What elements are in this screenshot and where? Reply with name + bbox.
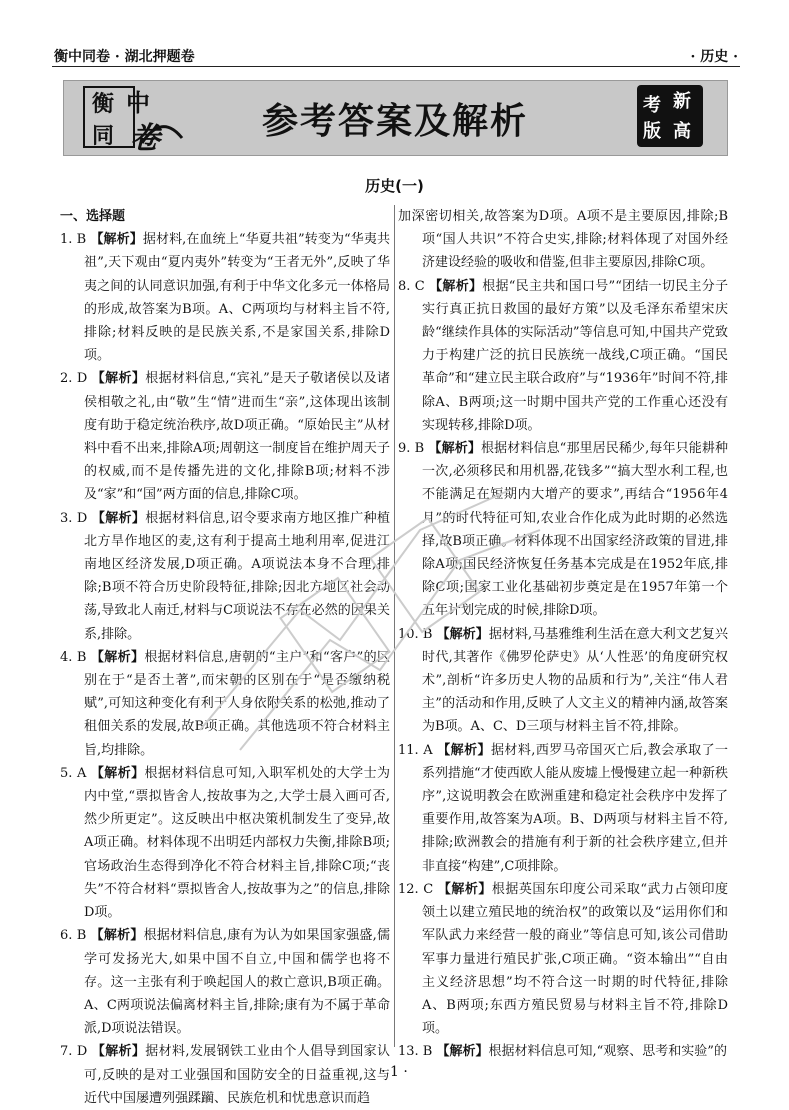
analysis-tag: 【解析】 — [428, 441, 481, 457]
analysis-tag: 【解析】 — [90, 928, 144, 944]
badge-char-2: 新 — [673, 91, 691, 112]
column-divider — [394, 205, 395, 1047]
analysis-tag: 【解析】 — [90, 232, 143, 248]
answer-item: 7. D 【解析】据材料,发展钢铁工业由个人倡导到国家认可,反映的是对工业强国和国防安全的日益重视,这与近代中国屡遭列强蹂躏、民族危机和忧患意识而趋 — [60, 1044, 390, 1106]
section-heading: 一、选择题 — [60, 209, 126, 224]
answer-item-continued: 加深密切相关,故答案为D项。A项不是主要原因,排除;B项“国人共识”不符合史实,排除;材料体现了对国外经济建设经验的吸收和借鉴,但非主要原因,排除C项。 — [398, 209, 728, 271]
analysis-tag: 【解析】 — [91, 510, 146, 526]
answer-item: 1. B 【解析】据材料,在血统上“华夏共祖”转变为“华夷共祖”,天下观由“夏内夷外”转变为“王者无外”,反映了华夷之间的认同意识加强,有利于中华文化多元一体格局的形成,故答案为B项。A、C两项均与材料主旨不符,排除;材料反映的是民族关系,不是家国关系,排除D项。 — [60, 232, 391, 364]
badge-char-4: 高 — [673, 121, 691, 142]
analysis-tag: 【解析】 — [91, 1044, 146, 1060]
header-right: · 历史 · — [690, 49, 738, 65]
answer-item: 11. A 【解析】据材料,西罗马帝国灭亡后,教会承取了一系列措施“才使西欧人能从废墟上慢慢建立起一种新秩序”,这说明教会在欧洲重建和稳定社会秩序中发挥了重要作用,故答案为A项。B、D两项与材料主旨不符,排除;欧洲教会的措施有利于新的社会秩序建立,但并非直接“构建”,C项排除。 — [398, 742, 728, 874]
answer-item: 12. C 【解析】根据英国东印度公司采取“武力占领印度领土以建立殖民地的统治权”的政策以及“运用你们和军队武力来经营一般的商业”等信息可知,该公司借助军事力量进行殖民扩张,C项正确。“资本输出”“自由主义经济思想”均不符合这一时期的时代特征,排除A、B两项;东西方殖民贸易与材料主旨不符,排除D项。 — [398, 881, 728, 1037]
logo-char-4: 卷 — [130, 121, 160, 156]
answer-item: 13. B 【解析】根据材料信息可知,“观察、思考和实验”的 — [398, 1044, 727, 1060]
title-banner — [63, 80, 728, 156]
analysis-tag: 【解析】 — [437, 742, 491, 758]
answer-item: 4. B 【解析】根据材料信息,唐朝的“主户”和“客户”的区别在于“是否土著”,而宋朝的区别在于“是否缴纳税赋”,可知这种变化有利于人身依附关系的松弛,推动了租佃关系的发展,故B项正确。其他选项不符合材料主旨,均排除。 — [60, 649, 390, 758]
answer-item: 5. A 【解析】根据材料信息可知,入职军机处的大学士为内中堂,“票拟皆舍人,按故事为之,大学士晨入画可否,然少所更定”。这反映出中枢决策机制发生了变异,故A项正确。材料体现不出明廷内部权力失衡,排除B项;官场政治生态得到净化不符合材料主旨,排除C项;“丧失”不符合材料“票拟皆舍人,按故事为之”的信息,排除D项。 — [60, 765, 390, 921]
answer-item: 3. D 【解析】根据材料信息,诏令要求南方地区推广种植北方旱作地区的麦,这有利于提高土地利用率,促进江南地区经济发展,D项正确。A项说法本身不合理,排除;B项不符合历史阶段特征,排除;因北方地区社会动荡,导致北人南迁,材料与C项说法不存在必然的因果关系,排除。 — [60, 510, 390, 642]
analysis-tag: 【解析】 — [91, 371, 146, 387]
header-left: 衡中同卷 · 湖北押题卷 — [54, 49, 195, 65]
page-title: 历史(一) — [365, 177, 424, 195]
analysis-tag: 【解析】 — [436, 1044, 489, 1060]
answer-item: 8. C 【解析】根据“民主共和国口号”“团结一切民主分子实行真正抗日救国的最好方策”以及毛泽东希望宋庆龄“继续作具体的实际活动”等信息可知,中国共产党致力于构建广泛的抗日民族统一战线,C项正确。“国民革命”和“建立民主联合政府”与“1936年”时间不符,排除A、B两项;这一时期中国共产党的工作重心还没有实现转移,排除D项。 — [398, 278, 728, 433]
analysis-tag: 【解析】 — [90, 765, 145, 781]
analysis-tag: 【解析】 — [90, 649, 145, 665]
badge-char-3: 版 — [643, 121, 661, 142]
left-column — [60, 205, 390, 1110]
logo-char-3: 同 — [92, 123, 115, 149]
analysis-tag: 【解析】 — [429, 278, 483, 294]
answer-item: 9. B 【解析】根据材料信息“那里居民稀少,每年只能耕种一次,必须移民和用机器,花钱多”“搞大型水利工程,也不能满足在短期内大增产的要求”,再结合“1956年4月”的时代特征可知,农业合作化成为此时期的必然选择,故B项正确。材料体现不出国家经济政策的冒进,排除A项;国民经济恢复任务基本完成是在1952年底,排除C项;国家工业化基础初步奠定是在1957年第一个五年计划完成的时候,排除D项。 — [398, 441, 729, 619]
logo-char-2: 中 — [126, 88, 150, 117]
new-edition-badge — [637, 85, 703, 147]
answer-item: 10. B 【解析】据材料,马基雅维利生活在意大利文艺复兴时代,其著作《佛罗伦萨史》从‘人性恶’的角度研究权术”,剖析“许多历史人物的品质和行为”,关注“伟人君主”的活动和作用,反映了人文主义的精神内涵,故答案为B项。A、C、D三项与材料主旨不符,排除。 — [398, 626, 728, 735]
badge-char-1: 考 — [643, 95, 661, 116]
running-header — [52, 40, 740, 67]
page-number: · 1 · — [381, 1064, 408, 1080]
analysis-tag: 【解析】 — [436, 626, 489, 642]
logo-char-1: 衡 — [92, 91, 115, 117]
right-column — [398, 205, 728, 1064]
hengzhong-logo — [82, 83, 192, 156]
answer-item: 2. D 【解析】根据材料信息,“宾礼”是天子敬诸侯以及诸侯相敬之礼,由“敬”生“情”进而生“亲”,这体现出该制度有助于稳定统治秩序,故D项正确。“原始民主”从材料中看不出来,排除A项;周朝这一制度旨在维护周天子的权威,而不是传播先进的文化,排除B项;材料不涉及“家”和“国”两方面的信息,排除C项。 — [60, 371, 390, 503]
answer-item: 6. B 【解析】根据材料信息,康有为认为如果国家强盛,儒学可发扬光大,如果中国不自立,中国和儒学也将不存。这一主张有利于唤起国人的救亡意识,B项正确。A、C两项说法偏离材料主旨,排除;康有为不属于革命派,D项说法错误。 — [60, 928, 390, 1037]
analysis-tag: 【解析】 — [437, 881, 492, 897]
banner-title: 参考答案及解析 — [262, 101, 529, 142]
